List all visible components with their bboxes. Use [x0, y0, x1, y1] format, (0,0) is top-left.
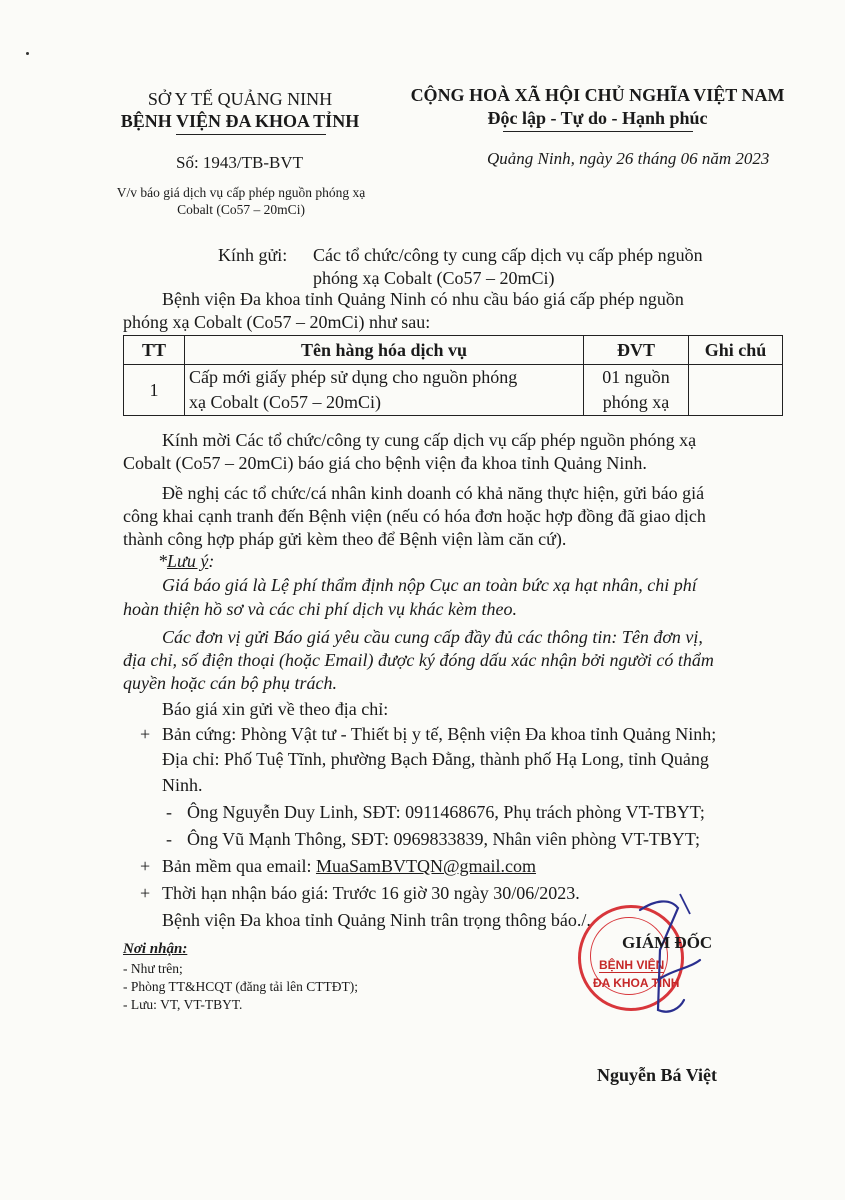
department-name: SỞ Y TẾ QUẢNG NINH: [147, 89, 333, 109]
motto: Độc lập - Tự do - Hạnh phúc: [487, 108, 708, 128]
deadline-bullet: +: [140, 883, 151, 903]
header-note: Ghi chú: [689, 336, 783, 365]
recipient-item: - Như trên;: [123, 961, 183, 976]
request-line-2: công khai cạnh tranh đến Bệnh viện (nếu có hóa đơn hoặc hợp đồng đã giao dịch: [123, 506, 706, 526]
greeting-line-2: phóng xạ Cobalt (Co57 – 20mCi): [313, 268, 555, 288]
note-colon: :: [208, 551, 215, 571]
request-line-3: thành công hợp pháp gửi kèm theo để Bệnh viện làm căn cứ).: [123, 529, 567, 549]
note-p1-line-1: Giá báo giá là Lệ phí thẩm định nộp Cục an toàn bức xạ hạt nhân, chi phí: [162, 575, 697, 595]
greeting-line-1: Các tổ chức/công ty cung cấp dịch vụ cấp phép nguồn: [313, 245, 703, 265]
document-date: Quảng Ninh, ngày 26 tháng 06 năm 2023: [487, 149, 770, 168]
contact-2-dash: -: [166, 829, 172, 849]
row-unit-line-2: phóng xạ: [602, 392, 670, 412]
signer-title: GIÁM ĐỐC: [622, 933, 713, 952]
address-line-2: Ninh.: [162, 775, 203, 795]
hard-copy: Bản cứng: Phòng Vật tư - Thiết bị y tế, Bệnh viện Đa khoa tỉnh Quảng Ninh;: [162, 724, 717, 744]
soft-copy-bullet: +: [140, 856, 151, 876]
subject-line-1: V/v báo giá dịch vụ cấp phép nguồn phóng xạ: [116, 185, 366, 200]
invite-line-1: Kính mời Các tổ chức/công ty cung cấp dịch vụ cấp phép nguồn phóng xạ: [162, 430, 697, 450]
national-motto-block: [400, 84, 795, 130]
recipients-title: Nơi nhận:: [123, 941, 188, 957]
subject-line-2: Cobalt (Co57 – 20mCi): [177, 202, 305, 217]
header-tt: TT: [124, 336, 185, 365]
intro-line-1: Bệnh viện Đa khoa tỉnh Quảng Ninh có nhu cầu báo giá cấp phép nguồn: [162, 289, 684, 309]
motto-underline: [503, 131, 693, 132]
hard-copy-bullet: +: [140, 724, 151, 744]
table-row: [124, 365, 783, 416]
subject: [110, 184, 372, 218]
recipient-item: - Lưu: VT, VT-TBYT.: [123, 997, 243, 1012]
address-intro: Báo giá xin gửi về theo địa chỉ:: [162, 699, 389, 719]
service-table: [123, 335, 783, 416]
country-name: CỘNG HOÀ XÃ HỘI CHỦ NGHĨA VIỆT NAM: [410, 85, 785, 105]
address-line-1: Địa chỉ: Phố Tuệ Tĩnh, phường Bạch Đằng, thành phố Hạ Long, tỉnh Quảng: [162, 749, 709, 769]
deadline: Thời hạn nhận báo giá: Trước 16 giờ 30 ngày 30/06/2023.: [162, 883, 580, 903]
row-service-name: [185, 365, 584, 416]
note-p2-line-2: địa chỉ, số điện thoại (hoặc Email) được ký đóng dấu xác nhận bởi người có thẩm: [123, 650, 714, 670]
note-label: Lưu ý: [167, 551, 209, 571]
contact-1: Ông Nguyễn Duy Linh, SĐT: 0911468676, Phụ trách phòng VT-TBYT;: [187, 802, 705, 822]
note-star: *: [158, 551, 167, 571]
greeting-label: Kính gửi:: [218, 245, 288, 265]
issuer-block: [110, 88, 370, 132]
contact-1-dash: -: [166, 802, 172, 822]
row-service-name-line-1: Cấp mới giấy phép sử dụng cho nguồn phóng: [189, 367, 518, 387]
note-heading: [158, 548, 214, 574]
intro-line-2: phóng xạ Cobalt (Co57 – 20mCi) như sau:: [123, 312, 431, 332]
invite-line-2: Cobalt (Co57 – 20mCi) báo giá cho bệnh viện đa khoa tỉnh Quảng Ninh.: [123, 453, 647, 473]
signature-mark: [600, 890, 720, 1040]
header-unit: ĐVT: [584, 336, 689, 365]
hospital-name: BỆNH VIỆN ĐA KHOA TỈNH: [120, 111, 360, 131]
note-p2-line-3: quyền hoặc cán bộ phụ trách.: [123, 673, 337, 693]
row-unit-line-1: 01 nguồn: [602, 367, 670, 387]
request-line-1: Đề nghị các tổ chức/cá nhân kinh doanh có khả năng thực hiện, gửi báo giá: [162, 483, 705, 503]
table-header-row: [124, 336, 783, 365]
stamp-text-line-1: BỆNH VIỆN: [599, 958, 665, 972]
row-note: [689, 365, 783, 416]
row-tt: 1: [124, 365, 185, 416]
signer-name: Nguyễn Bá Việt: [597, 1065, 718, 1085]
closing: Bệnh viện Đa khoa tỉnh Quảng Ninh trân trọng thông báo./.: [162, 910, 591, 930]
row-unit: [584, 365, 689, 416]
header-service-name: Tên hàng hóa dịch vụ: [185, 336, 584, 365]
document-number: Số: 1943/TB-BVT: [176, 153, 304, 172]
issuer-underline: [176, 134, 326, 135]
scan-speck: [26, 52, 29, 55]
soft-copy: [162, 853, 536, 879]
recipient-item: - Phòng TT&HCQT (đăng tải lên CTTĐT);: [123, 979, 358, 994]
note-p2-line-1: Các đơn vị gửi Báo giá yêu cầu cung cấp đầy đủ các thông tin: Tên đơn vị,: [162, 627, 703, 647]
contact-2: Ông Vũ Mạnh Thông, SĐT: 0969833839, Nhân viên phòng VT-TBYT;: [187, 829, 700, 849]
email-link[interactable]: MuaSamBVTQN@gmail.com: [315, 856, 537, 876]
row-service-name-line-2: xạ Cobalt (Co57 – 20mCi): [189, 392, 381, 412]
recipients: [123, 940, 358, 1014]
stamp-text-line-2: ĐA KHOA TỈNH: [593, 976, 680, 990]
note-p1-line-2: hoàn thiện hồ sơ và các chi phí dịch vụ khác kèm theo.: [123, 599, 517, 619]
soft-copy-label: Bản mềm qua email:: [162, 856, 316, 876]
